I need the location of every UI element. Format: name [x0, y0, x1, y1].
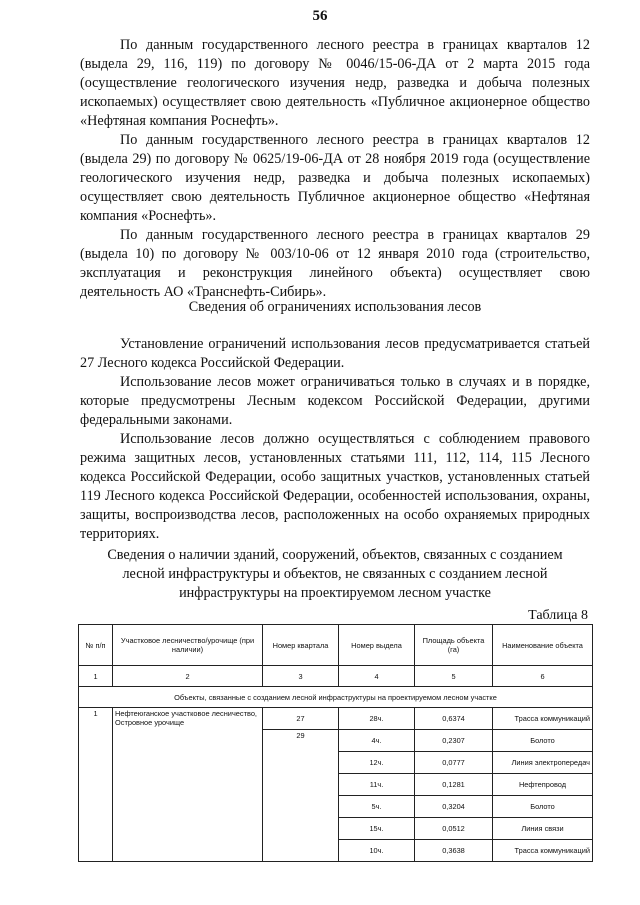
page-number: 56	[312, 8, 328, 24]
column-number: 2	[113, 666, 263, 687]
row-object-name: Линия связи	[493, 818, 593, 840]
row-area: 0,1281	[415, 774, 493, 796]
header-num: № п/п	[79, 625, 113, 666]
paragraph-restrictions-1: Установление ограничений использования лесов предусматривается статьей 27 Лесного кодекса Российской Федерации.	[80, 336, 590, 371]
row-area: 0,0777	[415, 752, 493, 774]
row-plot: 5ч.	[339, 796, 415, 818]
header-forestry: Участковое лесничество/урочище (при наличии)	[113, 625, 263, 666]
row-plot: 28ч.	[339, 708, 415, 730]
row-object-name: Трасса коммуникаций	[493, 708, 593, 730]
row-object-name: Нефтепровод	[493, 774, 593, 796]
row-forestry: Нефтеюганское участковое лесничество, Островное урочище	[113, 708, 263, 862]
column-number: 5	[415, 666, 493, 687]
row-quarter: 29	[263, 730, 339, 862]
row-quarter: 27	[263, 708, 339, 730]
row-plot: 11ч.	[339, 774, 415, 796]
paragraph-restrictions-2: Использование лесов может ограничиваться только в случаях и в порядке, которые предусмотрены Лесным кодексом Российской Федерации, другими федеральными законами.	[80, 374, 590, 428]
column-number: 1	[79, 666, 113, 687]
header-object-name: Наименование объекта	[493, 625, 593, 666]
column-number: 3	[263, 666, 339, 687]
table-header-row	[79, 625, 593, 666]
heading-buildings-line-2: лесной инфраструктуры и объектов, не связанных с созданием лесной	[122, 566, 548, 582]
table-row	[79, 708, 593, 730]
column-number-row	[79, 666, 593, 687]
row-area: 0,0512	[415, 818, 493, 840]
row-area: 0,6374	[415, 708, 493, 730]
column-number: 6	[493, 666, 593, 687]
paragraph-transneft: По данным государственного лесного реестра в границах кварталов 29 (выдела 10) по договору № 003/10-06 от 12 января 2010 года (строительство, эксплуатация и реконструкция линейного объекта) осуществляет свою деятельность АО «Транснефть-Сибирь».	[80, 227, 590, 300]
row-object-name: Трасса коммуникаций	[493, 840, 593, 862]
header-plot: Номер выдела	[339, 625, 415, 666]
objects-table	[78, 624, 593, 862]
paragraph-rosneft-2: По данным государственного лесного реестра в границах кварталов 12 (выдела 29) по договору № 0625/19-06-ДА от 28 ноября 2019 года (осуществление геологического изучения недр, разведка и добыча полезных ископаемых) осуществляет свою деятельность Публичное акционерное общество «Нефтяная компания «Роснефть».	[80, 132, 590, 224]
table-label: Таблица 8	[528, 608, 588, 623]
section-title: Объекты, связанные с созданием лесной инфраструктуры на проектируемом лесном участке	[79, 687, 593, 708]
row-plot: 12ч.	[339, 752, 415, 774]
row-area: 0,3204	[415, 796, 493, 818]
table-section-row	[79, 687, 593, 708]
heading-buildings-line-1: Сведения о наличии зданий, сооружений, объектов, связанных с созданием	[107, 547, 563, 563]
column-number: 4	[339, 666, 415, 687]
row-plot: 15ч.	[339, 818, 415, 840]
paragraph-restrictions-3: Использование лесов должно осуществляться с соблюдением правового режима защитных лесов, установленных статьями 111, 112, 114, 115 Лесного кодекса Российской Федерации, особо защитных участков, установленных статьей 119 Лесного кодекса Российской Федерации, особенностей использования, охраны, защиты, воспроизводства лесов, расположенных на особо охраняемых природных территориях.	[80, 431, 590, 542]
row-object-name: Болото	[493, 730, 593, 752]
row-area: 0,2307	[415, 730, 493, 752]
header-area: Площадь объекта (га)	[415, 625, 493, 666]
heading-restrictions: Сведения об ограничениях использования лесов	[188, 299, 482, 315]
paragraph-rosneft-1: По данным государственного лесного реестра в границах кварталов 12 (выдела 29, 116, 119) по договору № 0046/15-06-ДА от 2 марта 2015 года (осуществление геологического изучения недр, разведка и добыча полезных ископаемых) осуществляет свою деятельность «Публичное акционерное общество «Нефтяная компания Роснефть».	[80, 37, 590, 129]
row-object-name: Линия электропередач	[493, 752, 593, 774]
row-num: 1	[79, 708, 113, 862]
row-plot: 10ч.	[339, 840, 415, 862]
row-object-name: Болото	[493, 796, 593, 818]
heading-buildings-line-3: инфраструктуры на проектируемом лесном участке	[179, 585, 491, 601]
row-area: 0,3638	[415, 840, 493, 862]
header-quarter: Номер квартала	[263, 625, 339, 666]
row-plot: 4ч.	[339, 730, 415, 752]
heading-buildings	[80, 546, 590, 603]
